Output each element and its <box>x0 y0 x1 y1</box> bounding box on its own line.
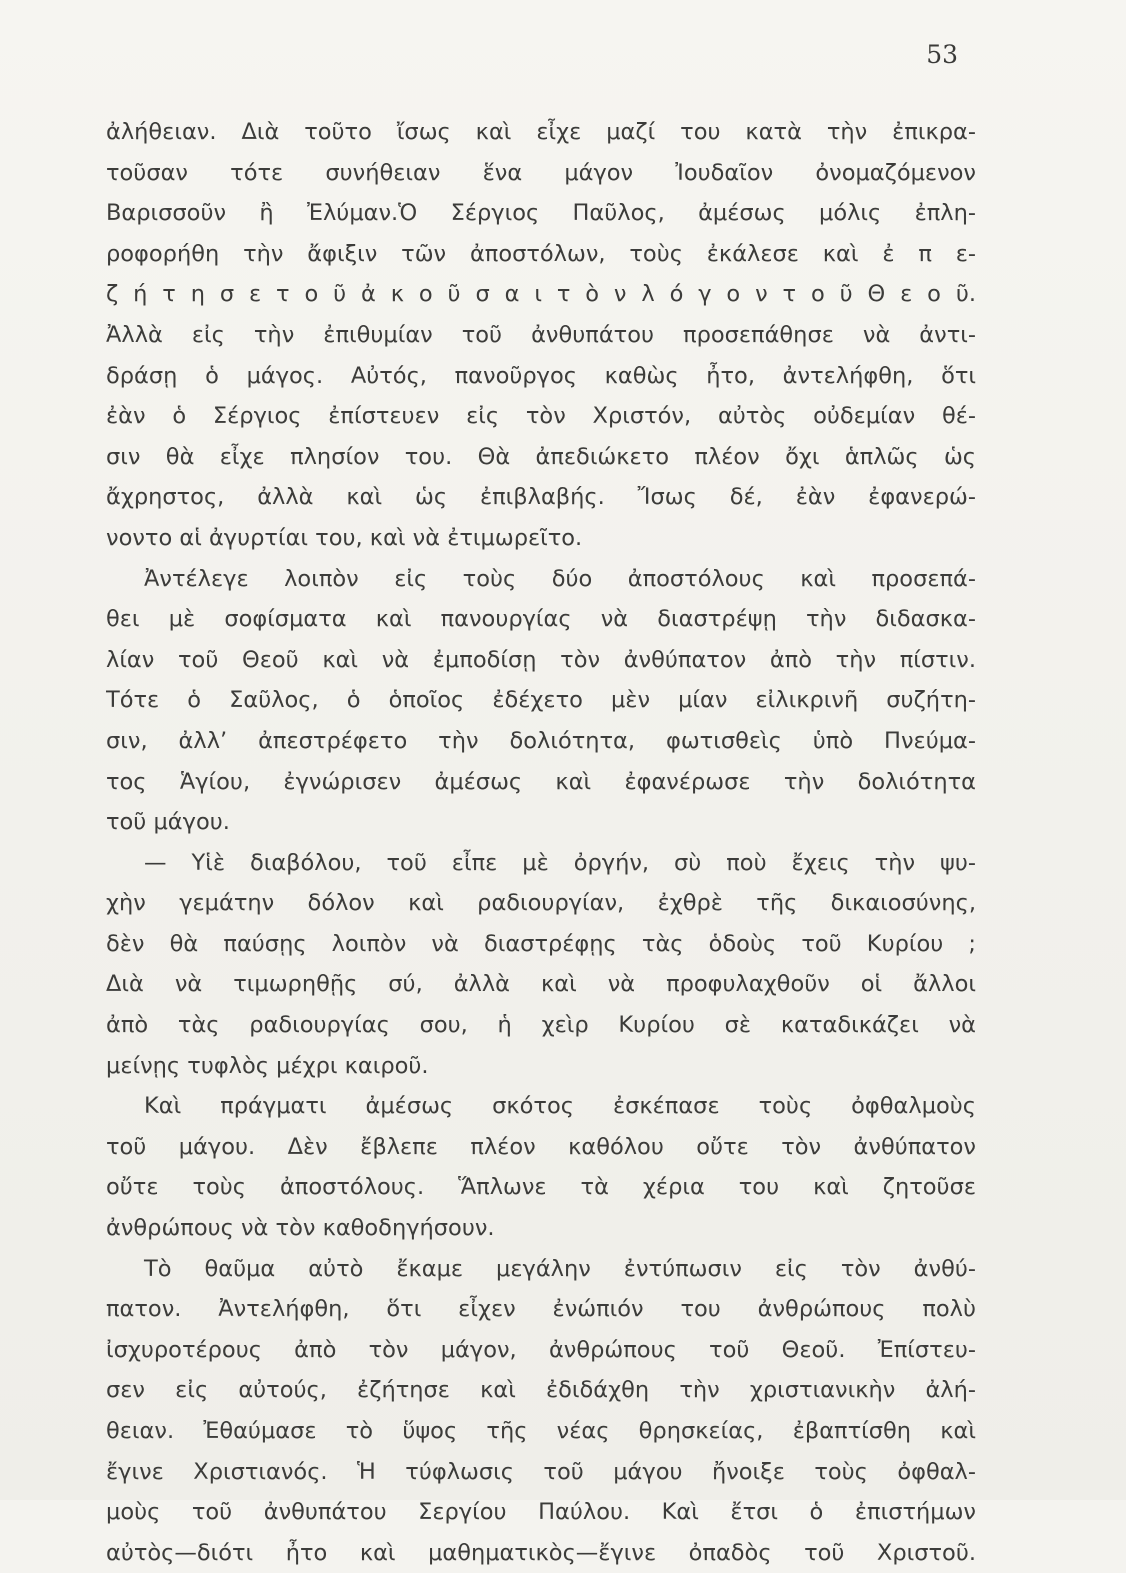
text-line: Τότε ὁ Σαῦλος, ὁ ὁποῖος ἐδέχετο μὲν μίαν εἰλικρινῆ συζήτη- <box>106 687 976 714</box>
text-line: μείνῃς τυφλὸς μέχρι καιροῦ. <box>106 1052 429 1079</box>
text-line: δὲν θὰ παύσῃς λοιπὸν νὰ διαστρέφῃς τὰς ὁδοὺς τοῦ Κυρίου ; <box>106 930 976 957</box>
text-line: ἄχρηστος, ἀλλὰ καὶ ὡς ἐπιβλαβής. Ἴσως δέ, ἐὰν ἐφανερώ- <box>106 484 976 511</box>
text-line: ἀπὸ τὰς ραδιουργίας σου, ἡ χεὶρ Κυρίου σὲ καταδικάζει νὰ <box>106 1012 976 1039</box>
text-line: Ἀλλὰ εἰς τὴν ἐπιθυμίαν τοῦ ἀνθυπάτου προσεπάθησε νὰ ἀντι- <box>106 321 976 348</box>
text-line: σεν εἰς αὐτούς, ἐζήτησε καὶ ἐδιδάχθη τὴν χριστιανικὴν ἀλή- <box>106 1377 976 1404</box>
text-line: δράσῃ ὁ μάγος. Αὐτός, πανοῦργος καθὼς ἦτο, ἀντελήφθη, ὅτι <box>106 362 976 389</box>
text-line: αὐτὸς—διότι ἦτο καὶ μαθηματικὸς—ἔγινε ὀπαδὸς τοῦ Χριστοῦ. <box>106 1539 976 1566</box>
text-line: ἀλήθειαν. Διὰ τοῦτο ἴσως καὶ εἶχε μαζί του κατὰ τὴν ἐπικρα- <box>106 119 976 145</box>
text-line: τοῦ μάγου. <box>106 809 230 836</box>
text-line: Τὸ θαῦμα αὐτὸ ἔκαμε μεγάλην ἐντύπωσιν εἰς τὸν ἀνθύ- <box>144 1255 976 1282</box>
text-line: θει μὲ σοφίσματα καὶ πανουργίας νὰ διαστρέψῃ τὴν διδασκα- <box>106 606 976 633</box>
text-line: νοντο αἱ ἀγυρτίαι του, καὶ νὰ ἐτιμωρεῖτο. <box>106 524 583 551</box>
text-line: τος Ἁγίου, ἐγνώρισεν ἀμέσως καὶ ἐφανέρωσε τὴν δολιότητα <box>106 768 976 795</box>
text-line: θειαν. Ἐθαύμασε τὸ ὕψος τῆς νέας θρησκείας, ἐβαπτίσθη καὶ <box>106 1418 976 1444</box>
text-line: ροφορήθη τὴν ἄφιξιν τῶν ἀποστόλων, τοὺς ἐκάλεσε καὶ ἐ π ε- <box>106 240 976 267</box>
text-line: τοῦ μάγου. Δὲν ἔβλεπε πλέον καθόλου οὔτε τὸν ἀνθύπατον <box>106 1133 976 1160</box>
text-line: ἔγινε Χριστιανός. Ἡ τύφλωσις τοῦ μάγου ἤνοιξε τοὺς ὀφθαλ- <box>106 1458 976 1485</box>
page-number: 53 <box>926 40 958 69</box>
text-line: σιν, ἀλλ’ ἀπεστρέφετο τὴν δολιότητα, φωτισθεὶς ὑπὸ Πνεύμα- <box>106 727 976 754</box>
text-line: ἰσχυροτέρους ἀπὸ τὸν μάγον, ἀνθρώπους τοῦ Θεοῦ. Ἐπίστευ- <box>106 1336 976 1363</box>
text-line: Βαρισσοῦν ἢ Ἐλύμαν.Ὁ Σέργιος Παῦλος, ἀμέσως μόλις ἐπλη- <box>106 200 976 227</box>
text-line: Καὶ πράγματι ἀμέσως σκότος ἐσκέπασε τοὺς ὀφθαλμοὺς <box>144 1093 976 1120</box>
text-line: Διὰ νὰ τιμωρηθῇς σύ, ἀλλὰ καὶ νὰ προφυλαχθοῦν οἱ ἄλλοι <box>106 971 976 998</box>
text-line: λίαν τοῦ Θεοῦ καὶ νὰ ἐμποδίσῃ τὸν ἀνθύπατον ἀπὸ τὴν πίστιν. <box>106 646 976 673</box>
text-line: — Υἱὲ διαβόλου, τοῦ εἶπε μὲ ὀργήν, σὺ ποὺ ἔχεις τὴν ψυ- <box>144 849 976 876</box>
text-line: πατον. Ἀντελήφθη, ὅτι εἶχεν ἐνώπιόν του ἀνθρώπους πολὺ <box>106 1296 976 1323</box>
text-line: ἐὰν ὁ Σέργιος ἐπίστευεν εἰς τὸν Χριστόν, αὐτὸς οὐδεμίαν θέ- <box>106 403 976 430</box>
text-line: Ἀντέλεγε λοιπὸν εἰς τοὺς δύο ἀποστόλους καὶ προσεπά- <box>144 565 976 592</box>
body-text <box>106 112 976 1573</box>
text-line: χὴν γεμάτην δόλον καὶ ραδιουργίαν, ἐχθρὲ τῆς δικαιοσύνης, <box>106 890 976 917</box>
text-line: μοὺς τοῦ ἀνθυπάτου Σεργίου Παύλου. Καὶ ἔτσι ὁ ἐπιστήμων <box>106 1499 976 1526</box>
text-line: οὔτε τοὺς ἀποστόλους. Ἅπλωνε τὰ χέρια του καὶ ζητοῦσε <box>106 1174 976 1201</box>
text-line: τοῦσαν τότε συνήθειαν ἕνα μάγον Ἰουδαῖον ὀνομαζόμενον <box>106 159 976 186</box>
text-line: ἀνθρώπους νὰ τὸν καθοδηγήσουν. <box>106 1215 495 1242</box>
text-line: ζ ή τ η σ ε τ ο ῦ ἀ κ ο ῦ σ α ι τ ὸ ν λ ό γ ο ν τ ο ῦ Θ ε ο ῦ. <box>106 281 976 308</box>
text-line: σιν θὰ εἶχε πλησίον του. Θὰ ἀπεδιώκετο πλέον ὄχι ἁπλῶς ὡς <box>106 443 976 470</box>
